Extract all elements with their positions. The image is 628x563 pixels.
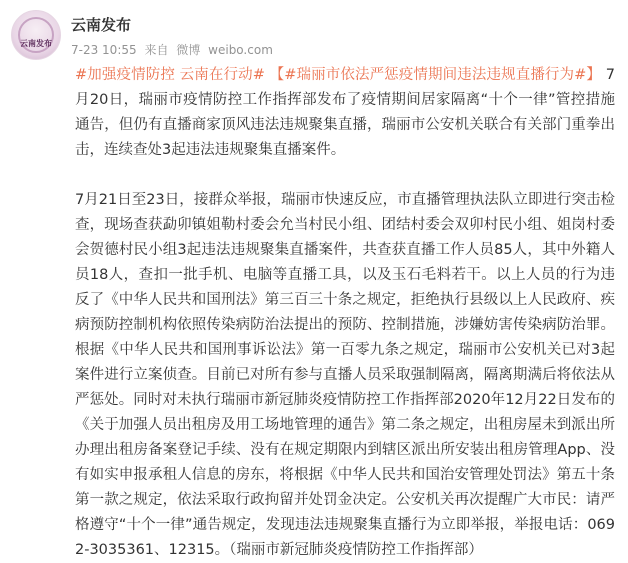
source-name[interactable]: 微博 — [176, 43, 201, 57]
paragraph-2: 7月21日至23日，接群众举报，瑞丽市快速反应，市直播管理执法队立即进行突击检查，现场查获勐卯镇姐勒村委会允当村民小组、团结村委会双卯村民小组、姐岗村委会贺德村民小组3起违法违规聚集直播案件，共查获直播工作人员85人，其中外籍人员18人，查扣一批手机、电脑等直播工具，以及玉石毛料若干。以上人员的行为违反了《中华人民共和国刑法》第三百三十条之规定，拒绝执行县级以上人民政府、疾病预防控制机构依照传染病防治法提出的预防、控制措施，涉嫌妨害传染病防治罪。根据《中华人民共和国刑事诉讼法》第一百零九条之规定，瑞丽市公安机关已对3起案件进行立案侦查。目前已对所有参与直播人员采取强制隔离，隔离期满后将依法从严惩处。同时对未执行瑞丽市新冠肺炎疫情防控工作指挥部2020年12月22日发布的《关于加强人员出租房及用工场地管理的通告》第二条之规定，出租房屋未到派出所办理出租房备案登记手续、没有在规定期限内到辖区派出所安装出租房管理App、没有如实申报承租人信息的房东，将根据《中华人民共和国治安管理处罚法》第五十条第一款之规定，依法采取行政拘留并处罚金决定。公安机关再次提醒广大市民：请严格遵守“十个一律”通告规定，发现违法违规聚集直播行为立即举报，举报电话：0692-3035361、12315。（瑞丽市新冠肺炎疫情防控工作指挥部） — [75, 192, 615, 558]
topic-tag-link[interactable]: #加强疫情防控 云南在行动# — [75, 67, 265, 83]
avatar[interactable] — [11, 10, 61, 60]
avatar-logo-text: 云南发布 — [20, 39, 52, 48]
author-name[interactable]: 云南发布 — [71, 16, 132, 34]
topic-title-link[interactable]: 【#瑞丽市依法严惩疫情期间违法违规直播行为#】 — [269, 67, 602, 83]
post-time[interactable]: 7-23 10:55 — [71, 43, 137, 57]
paragraph-1 — [75, 63, 615, 163]
paragraph-1-text: 7月20日，瑞丽市疫情防控工作指挥部发布了疫情期间居家隔离“十个一律”管控措施通告，但仍有直播商家顶风违法违规聚集直播，瑞丽市公安机关联合有关部门重拳出击，连续查处3起违法违规聚集直播案件。 — [75, 67, 616, 158]
source-prefix: 来自 — [144, 43, 169, 57]
paragraph-gap — [75, 163, 615, 188]
source-site: weibo.com — [208, 43, 273, 57]
post-content — [75, 63, 615, 563]
post-meta — [71, 41, 277, 58]
